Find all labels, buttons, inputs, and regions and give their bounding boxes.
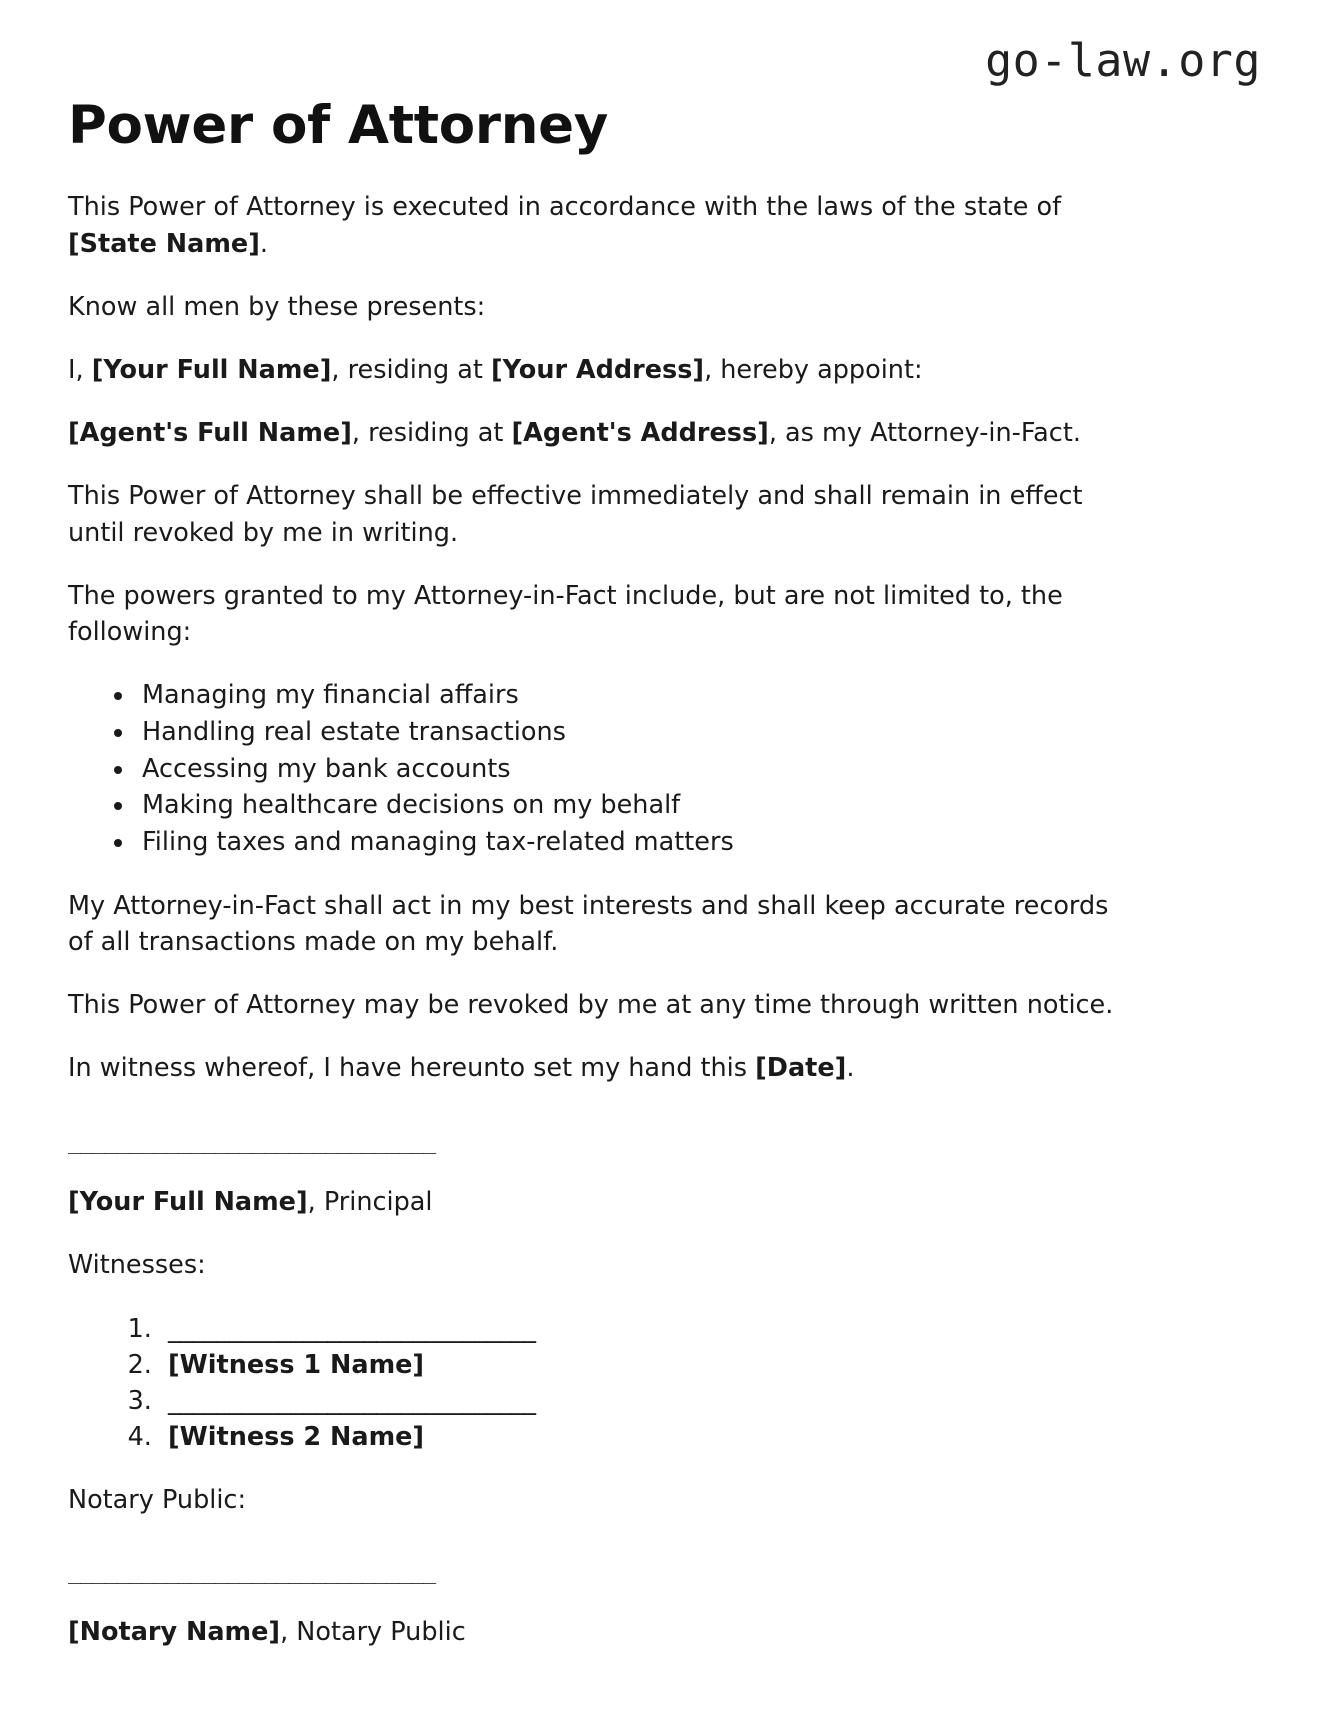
witness-whereof-prefix-text: In witness whereof, I have hereunto set my hand this bbox=[68, 1053, 756, 1084]
principal-residing-text: , residing at bbox=[331, 354, 492, 385]
powers-intro-paragraph: The powers granted to my Attorney-in-Fact include, but are not limited to, the following: bbox=[68, 580, 1063, 647]
principal-signature-line: ______________________________ bbox=[68, 1128, 436, 1155]
list-item: • Making healthcare decisions on my behalf bbox=[136, 787, 1261, 824]
date-placeholder: [Date] bbox=[755, 1053, 847, 1084]
witness-whereof-suffix-text: . bbox=[846, 1053, 855, 1084]
notary-signature-line: ______________________________ bbox=[68, 1558, 436, 1585]
agent-role-text: , as my Attorney-in-Fact. bbox=[768, 418, 1081, 449]
agent-full-name-placeholder: [Agent's Full Name] bbox=[68, 418, 352, 449]
notary-signature-caption bbox=[68, 1614, 1261, 1650]
principal-appoint-text: , hereby appoint: bbox=[704, 354, 923, 385]
notary-role-text: , Notary Public bbox=[280, 1617, 466, 1648]
list-item bbox=[160, 1419, 1261, 1455]
witness-1-name-placeholder: [Witness 1 Name] bbox=[168, 1349, 425, 1380]
know-all-men-paragraph: Know all men by these presents: bbox=[68, 291, 486, 322]
page-title: Power of Attorney bbox=[68, 95, 609, 156]
list-item: • Filing taxes and managing tax-related matters bbox=[136, 824, 1261, 861]
witnesses-label: Witnesses: bbox=[68, 1250, 206, 1281]
intro-suffix-text: . bbox=[259, 228, 268, 259]
witness-2-name-placeholder: [Witness 2 Name] bbox=[168, 1422, 425, 1453]
best-interests-paragraph: My Attorney-in-Fact shall act in my best interests and shall keep accurate records of all transactions made on my behalf. bbox=[68, 890, 1109, 957]
intro-prefix-text: This Power of Attorney is executed in accordance with the laws of the state of bbox=[68, 192, 1062, 223]
revocation-paragraph: This Power of Attorney may be revoked by me at any time through written notice. bbox=[68, 990, 1114, 1021]
your-full-name-placeholder: [Your Full Name] bbox=[91, 354, 332, 385]
principal-role-text: , Principal bbox=[307, 1187, 433, 1218]
notary-name-placeholder: [Notary Name] bbox=[68, 1617, 281, 1648]
notary-public-label: Notary Public: bbox=[68, 1485, 247, 1516]
your-address-placeholder: [Your Address] bbox=[491, 354, 705, 385]
witness-whereof-paragraph bbox=[68, 1050, 1128, 1086]
witness-blank-line: ______________________________ bbox=[168, 1385, 536, 1416]
agent-address-placeholder: [Agent's Address] bbox=[511, 418, 769, 449]
powers-list bbox=[68, 677, 1261, 861]
list-item: • Managing my financial affairs bbox=[136, 677, 1261, 714]
principal-signature-caption bbox=[68, 1184, 1261, 1220]
state-name-placeholder: [State Name] bbox=[68, 228, 260, 259]
site-brand-logo: go-law.org bbox=[985, 34, 1261, 87]
list-item bbox=[160, 1383, 1261, 1419]
principal-name-placeholder: [Your Full Name] bbox=[68, 1187, 308, 1218]
principal-appointment-paragraph bbox=[68, 352, 1128, 388]
witnesses-list bbox=[68, 1311, 1261, 1456]
agent-residing-text: , residing at bbox=[351, 418, 512, 449]
effective-paragraph: This Power of Attorney shall be effective immediately and shall remain in effect until revoked by me in writing. bbox=[68, 481, 1083, 548]
list-item: • Accessing my bank accounts bbox=[136, 751, 1261, 788]
agent-paragraph bbox=[68, 415, 1128, 451]
principal-prefix-text: I, bbox=[68, 354, 92, 385]
intro-paragraph bbox=[68, 189, 1128, 261]
witness-blank-line: ______________________________ bbox=[168, 1313, 536, 1344]
list-item: • Handling real estate transactions bbox=[136, 714, 1261, 751]
list-item bbox=[160, 1311, 1261, 1347]
list-item bbox=[160, 1347, 1261, 1383]
